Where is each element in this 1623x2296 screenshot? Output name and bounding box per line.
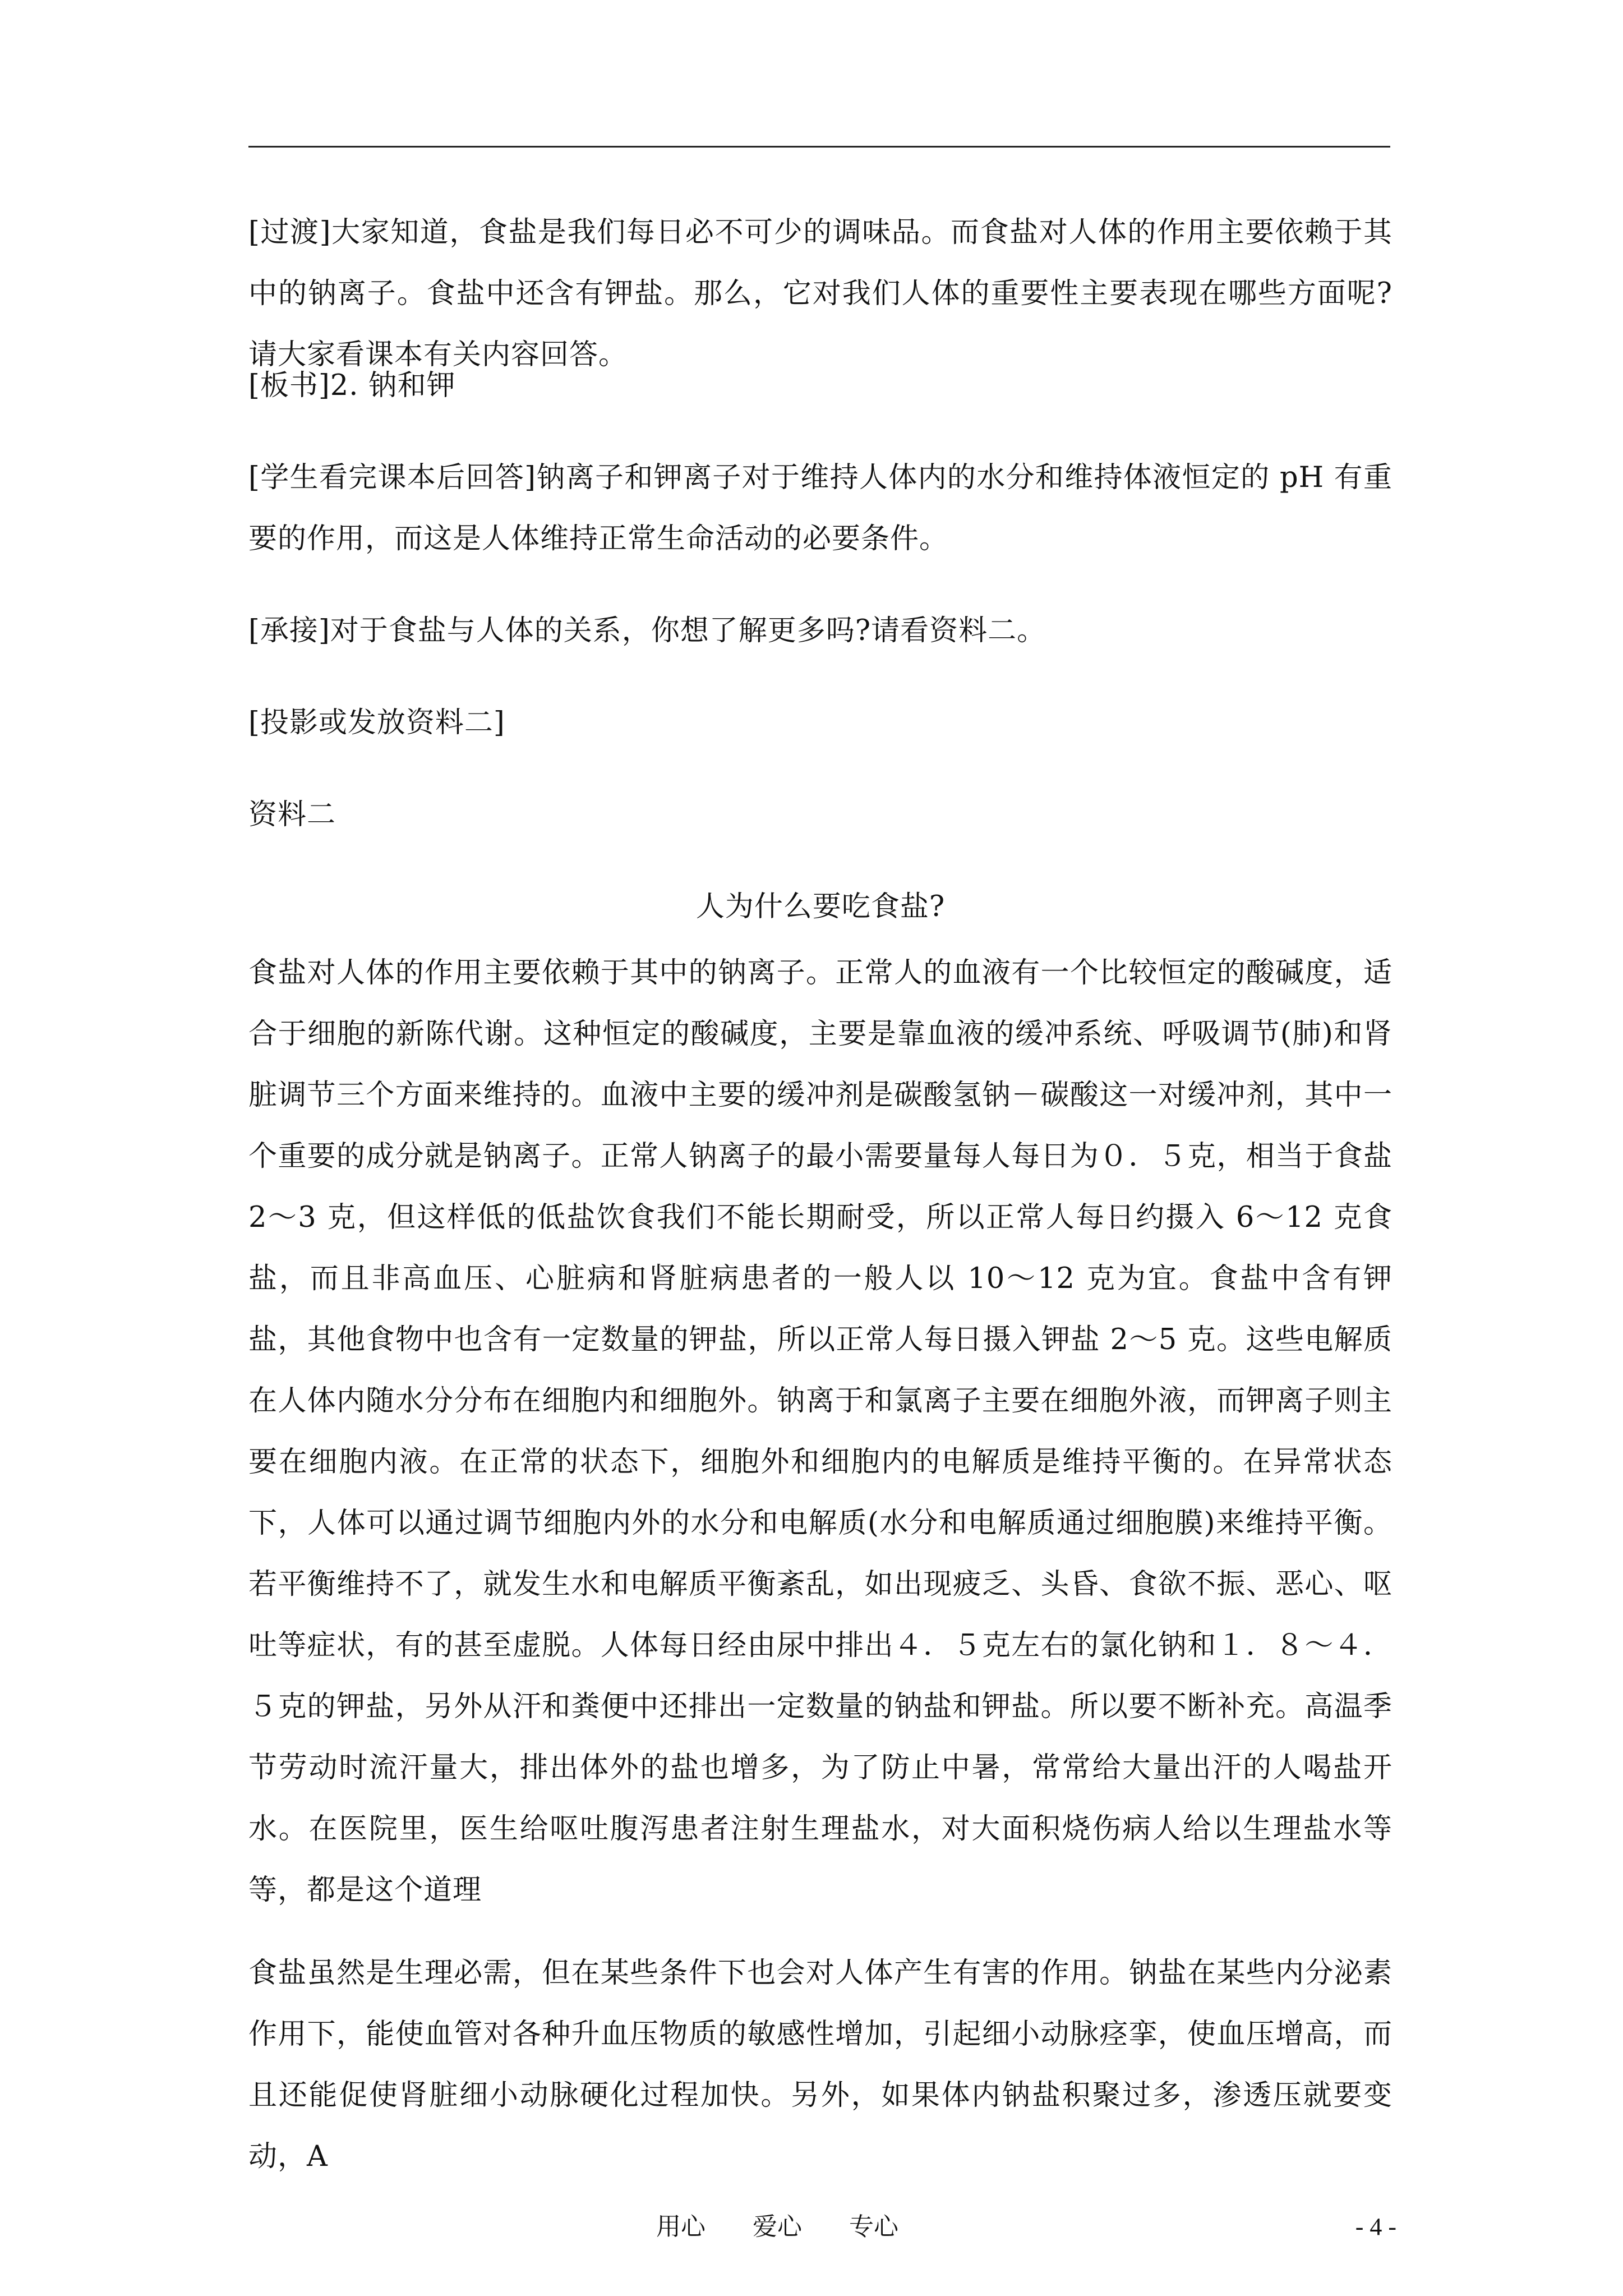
- projection-note: [投影或发放资料二]: [248, 706, 505, 739]
- material-body-paragraph: 食盐对人体的作用主要依赖于其中的钠离子。正常人的血液有一个比较恒定的酸碱度，适合于细胞的新陈代谢。这种恒定的酸碱度，主要是靠血液的缓冲系统、呼吸调节(肺)和肾脏调节三个方面来维持的。血液中主要的缓冲剂是碳酸氢钠－碳酸这一对缓冲剂，其中一个重要的成分就是钠离子。正常人钠离子的最小需要量每人每日为０．５克，相当于食盐 2～3 克，但这样低的低盐饮食我们不能长期耐受，所以正常人每日约摄入 6～12 克食盐，而且非高血压、心脏病和肾脏病患者的一般人以 10～12 克为宜。食盐中含有钾盐，其他食物中也含有一定数量的钾盐，所以正常人每日摄入钾盐 2～5 克。这些电解质在人体内随水分分布在细胞内和细胞外。钠离于和氯离子主要在细胞外液，而钾离子则主要在细胞内液。在正常的状态下，细胞外和细胞内的电解质是维持平衡的。在异常状态下，人体可以通过调节细胞内外的水分和电解质(水分和电解质通过细胞膜)来维持平衡。若平衡维持不了，就发生水和电解质平衡紊乱，如出现疲乏、头昏、食欲不振、恶心、呕吐等症状，有的甚至虚脱。人体每日经由尿中排出４．５克左右的氯化钠和１．８～４．５克的钾盐，另外从汗和粪便中还排出一定数量的钠盐和钾盐。所以要不断补充。高温季节劳动时流汗量大，排出体外的盐也增多，为了防止中暑，常常给大量出汗的人喝盐开水。在医院里，医生给呕吐腹泻患者注射生理盐水，对大面积烧伤病人给以生理盐水等等，都是这个道理: [248, 956, 1393, 1907]
- student-answer-paragraph: [学生看完课本后回答]钠离子和钾离子对于维持人体内的水分和维持体液恒定的 pH 有重要的作用，而这是人体维持正常生命活动的必要条件。: [248, 461, 1393, 555]
- harmful-effects-paragraph: 食盐虽然是生理必需，但在某些条件下也会对人体产生有害的作用。钠盐在某些内分泌素作用下，能使血管对各种升血压物质的敏感性增加，引起细小动脉痉挛，使血压增高，而且还能促使肾脏细小动脉硬化过程加快。另外，如果体内钠盐积聚过多，渗透压就要变动，A: [248, 1957, 1393, 2173]
- connection-paragraph: [承接]对于食盐与人体的关系，你想了解更多吗?请看资料二。: [248, 614, 1046, 647]
- blackboard-heading: [板书]2. 钠和钾: [248, 369, 456, 402]
- footer-motto: 用心 爱心 专心: [656, 2212, 898, 2241]
- transition-paragraph: [过渡]大家知道，食盐是我们每日必不可少的调味品。而食盐对人体的作用主要依赖于其中的钠离子。食盐中还含有钾盐。那么，它对我们人体的重要性主要表现在哪些方面呢?请大家看课本有关内容回答。: [248, 216, 1393, 371]
- material-label: 资料二: [248, 798, 336, 831]
- header-rule: [248, 146, 1390, 148]
- material-title: 人为什么要吃食盐?: [695, 890, 946, 923]
- page-number: - 4 -: [1355, 2213, 1396, 2240]
